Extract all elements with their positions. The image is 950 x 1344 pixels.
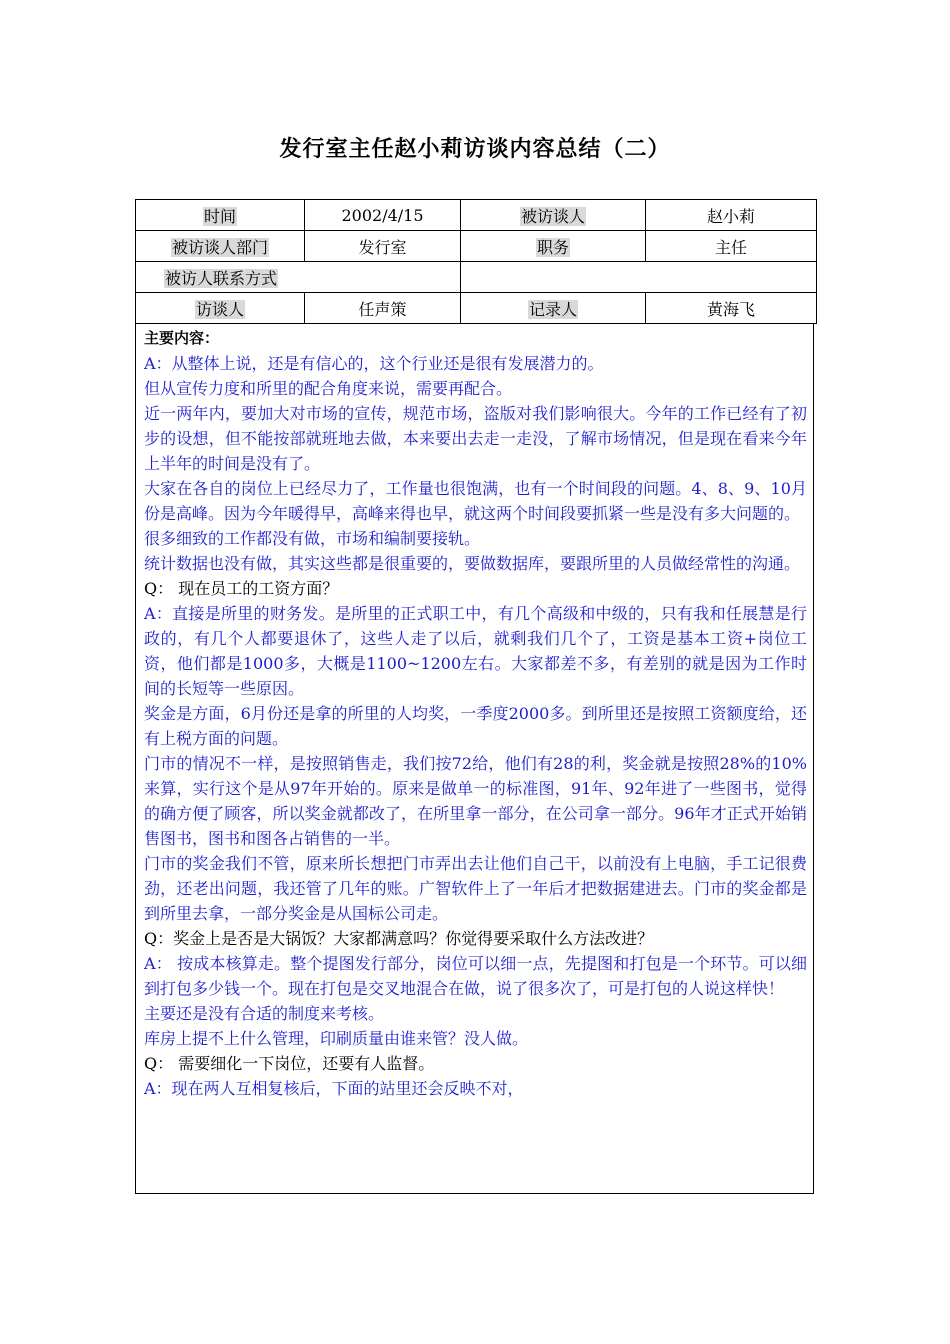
interviewee-label: 被访谈人 [520, 206, 585, 226]
recorder-value: 黄海飞 [706, 299, 755, 319]
interviewer-label-cell [136, 293, 305, 324]
recorder-label-cell [461, 293, 646, 324]
content-heading: 主要内容： [144, 329, 220, 347]
answer-paragraph: A：现在两人互相复核后，下面的站里还会反映不对， [144, 1079, 524, 1098]
position-value: 主任 [714, 237, 747, 257]
position-label: 职务 [536, 237, 569, 257]
answer-paragraph: 统计数据也没有做，其实这些都是很重要的，要做数据库，要跟所里的人员做经常性的沟通。 [144, 554, 801, 573]
contact-value-cell [461, 262, 817, 293]
department-label-cell [136, 231, 305, 262]
answer-paragraph: A：直接是所里的财务发。是所里的正式职工中，有几个高级和中级的，只有我和任展慧是行政的，有几个人都要退休了，这些人走了以后，就剩我们几个了，工资是基本工资+岗位工资，他们都是1000多，大概是1100~1200左右。大家都差不多，有差别的就是因为工作时间的长短等一些原因。 [144, 604, 807, 698]
department-value-cell [305, 231, 461, 262]
answer-paragraph: 很多细致的工作都没有做，市场和编制要接轨。 [144, 529, 481, 548]
time-label: 时间 [203, 206, 236, 226]
table-row [136, 231, 817, 262]
main-content-box [135, 324, 814, 1194]
interviewer-value-cell [305, 293, 461, 324]
time-label-cell [136, 200, 305, 231]
table-row [136, 293, 817, 324]
recorder-value-cell [646, 293, 817, 324]
answer-paragraph: A：从整体上说，还是有信心的，这个行业还是很有发展潜力的。 [144, 354, 604, 373]
question-paragraph: Q：奖金上是否是大锅饭？大家都满意吗？你觉得要采取什么方法改进？ [144, 929, 654, 948]
answer-paragraph: 近一两年内，要加大对市场的宣传，规范市场，盗版对我们影响很大。今年的工作已经有了初步的设想，但不能按部就班地去做，本来要出去走一走没，了解市场情况，但是现在看来今年上半年的时间是没有了。 [144, 404, 807, 473]
position-label-cell [461, 231, 646, 262]
question-paragraph: Q： 现在员工的工资方面？ [144, 579, 339, 598]
contact-label-cell [136, 262, 461, 293]
interviewer-label: 访谈人 [195, 299, 244, 319]
position-value-cell [646, 231, 817, 262]
document-title: 发行室主任赵小莉访谈内容总结（二） [279, 137, 671, 162]
question-paragraph: Q： 需要细化一下岗位，还要有人监督。 [144, 1054, 435, 1073]
answer-paragraph: 门市的情况不一样，是按照销售走，我们按72给，他们有28的利，奖金就是按照28%的10%来算，实行这个是从97年开始的。原来是做单一的标准图，91年、92年进了一些图书，觉得的确方便了顾客，所以奖金就都改了，在所里拿一部分，在公司拿一部分。96年才正式开始销售图书，图书和图各占销售的一半。 [144, 754, 807, 848]
answer-paragraph: 大家在各自的岗位上已经尽力了，工作量也很饱满，也有一个时间段的问题。4、8、9、10月份是高峰。因为今年暖得早，高峰来得也早，就这两个时间段要抓紧一些是没有多大问题的。 [144, 479, 807, 523]
interview-info-table [135, 199, 817, 324]
answer-paragraph: 奖金是方面，6月份还是拿的所里的人均奖，一季度2000多。到所里还是按照工资额度给，还有上税方面的问题。 [144, 704, 807, 748]
answer-paragraph: A： 按成本核算走。整个提图发行部分，岗位可以细一点，先提图和打包是一个环节。可以细到打包多少钱一个。现在打包是交叉地混合在做，说了很多次了，可是打包的人说这样快！ [144, 954, 807, 998]
time-value-cell [305, 200, 461, 231]
content-paragraphs [144, 351, 807, 1101]
table-row [136, 200, 817, 231]
time-value: 2002/4/15 [341, 205, 424, 225]
contact-label: 被访人联系方式 [165, 268, 278, 288]
recorder-label: 记录人 [528, 299, 577, 319]
answer-paragraph: 但从宣传力度和所里的配合角度来说，需要再配合。 [144, 379, 513, 398]
answer-paragraph: 门市的奖金我们不管，原来所长想把门市弄出去让他们自己干，以前没有上电脑，手工记很费劲，还老出问题，我还管了几年的账。广智软件上了一年后才把数据建进去。门市的奖金都是到所里去拿，一部分奖金是从国标公司走。 [144, 854, 807, 923]
interviewee-label-cell [461, 200, 646, 231]
answer-paragraph: 主要还是没有合适的制度来考核。 [144, 1004, 385, 1023]
interviewer-value: 任声策 [358, 299, 407, 319]
interviewee-value: 赵小莉 [706, 206, 755, 226]
department-value: 发行室 [358, 237, 407, 257]
table-row [136, 262, 817, 293]
interviewee-value-cell [646, 200, 817, 231]
department-label: 被访谈人部门 [171, 237, 268, 257]
answer-paragraph: 库房上提不上什么管理，印刷质量由谁来管？没人做。 [144, 1029, 529, 1048]
